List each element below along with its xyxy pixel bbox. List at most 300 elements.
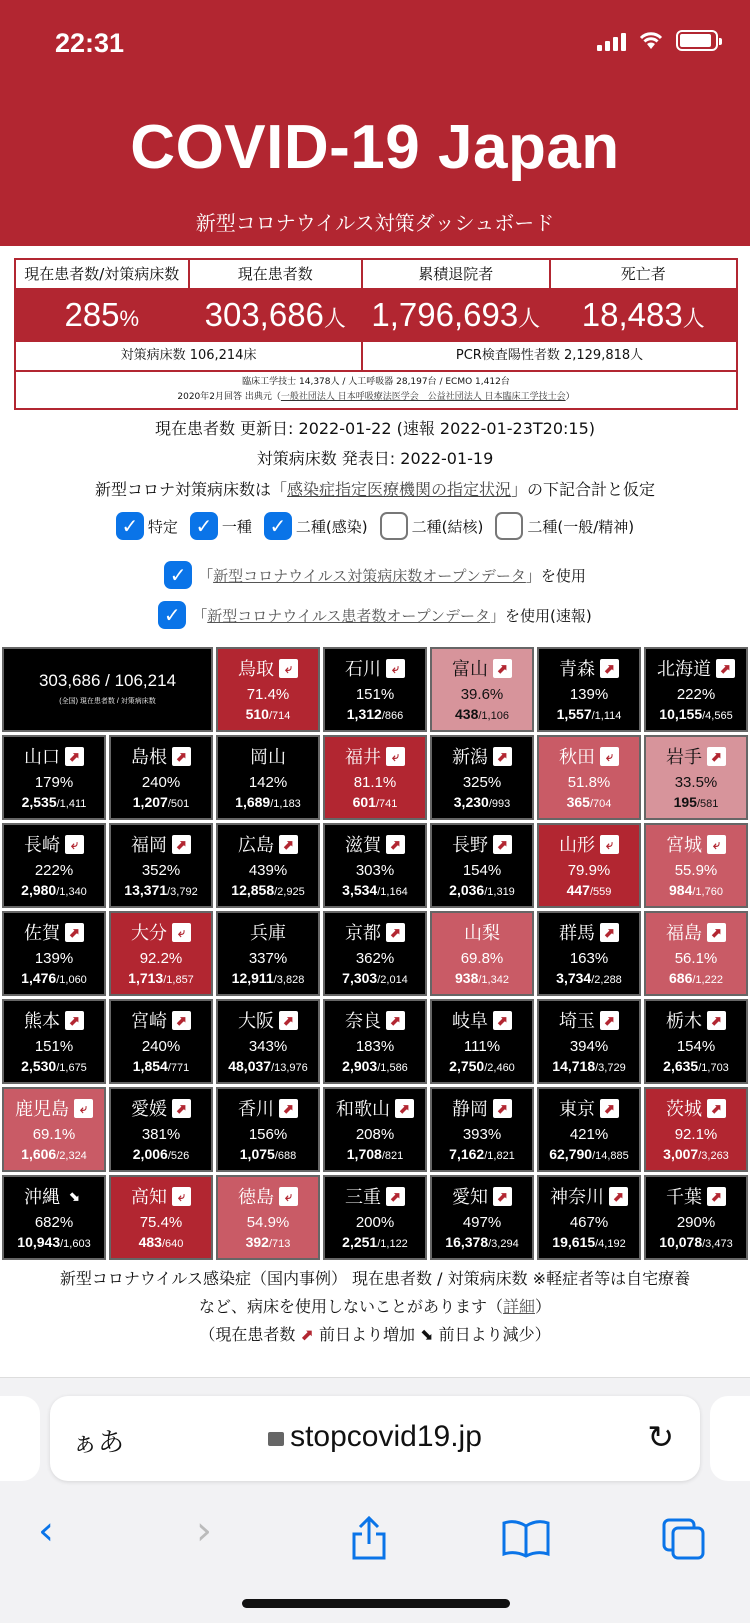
prefecture-tile[interactable] bbox=[2, 735, 106, 820]
prefecture-tile[interactable] bbox=[537, 823, 641, 908]
page-settings-button[interactable]: ぁあ bbox=[72, 1428, 125, 1458]
prefecture-tile[interactable] bbox=[109, 911, 213, 996]
bed-count: /1,857 bbox=[163, 974, 194, 986]
prefecture-tile[interactable] bbox=[644, 999, 748, 1084]
filter-label: 二種(感染) bbox=[295, 517, 368, 536]
trend-up-icon: ⬈ bbox=[707, 1099, 726, 1118]
patients-opendata-link[interactable]: 新型コロナウイルス患者数オープンデータ bbox=[207, 606, 491, 625]
prefecture-name-text: 東京 bbox=[559, 1099, 595, 1119]
occupancy-percent: 240% bbox=[141, 774, 181, 791]
bed-count: /526 bbox=[167, 1150, 190, 1162]
prefecture-tile[interactable] bbox=[2, 1175, 106, 1260]
prefecture-tile[interactable] bbox=[644, 735, 748, 820]
stat-label-deaths: 死亡者 bbox=[550, 259, 737, 289]
prefecture-name-text: 佐賀 bbox=[24, 923, 60, 943]
filter-checkbox[interactable]: ✓ bbox=[116, 512, 144, 540]
patients-over-beds bbox=[218, 882, 318, 898]
current-patients: 12,858 bbox=[231, 882, 275, 898]
current-patients: 12,911 bbox=[231, 970, 274, 986]
current-patients: 2,903 bbox=[342, 1058, 378, 1074]
prefecture-name bbox=[218, 1095, 318, 1121]
occupancy-percent: 33.5% bbox=[674, 774, 718, 791]
designation-status-link[interactable]: 感染症指定医療機関の指定状況 bbox=[286, 480, 511, 499]
prefecture-tile[interactable] bbox=[216, 911, 320, 996]
prefecture-name-text: 山梨 bbox=[464, 923, 500, 943]
patients-over-beds bbox=[646, 1234, 746, 1250]
patients-over-beds bbox=[325, 970, 425, 986]
trend-up-icon: ⬈ bbox=[65, 1011, 84, 1030]
patients-over-beds bbox=[111, 1146, 211, 1162]
bed-count: /1,222 bbox=[692, 974, 723, 986]
current-patients: 984 bbox=[669, 882, 693, 898]
current-patients: 3,734 bbox=[556, 970, 592, 986]
footer-legend: （現在患者数 ⬈ 前日より増加 ⬊ 前日より減少） bbox=[199, 1325, 551, 1344]
bed-count: /1,164 bbox=[377, 886, 408, 898]
prefecture-name-text: 北海道 bbox=[657, 659, 711, 679]
beds-opendata-link[interactable]: 新型コロナウイルス対策病床数オープンデータ bbox=[213, 566, 526, 585]
current-patients: 601 bbox=[352, 794, 376, 810]
current-patients: 10,078 bbox=[659, 1234, 703, 1250]
occupancy-percent: 183% bbox=[355, 1038, 395, 1055]
source-link[interactable]: 一般社団法人 日本呼吸療法医学会 公益社団法人 日本臨床工学技士会 bbox=[280, 392, 566, 402]
occupancy-percent: 343% bbox=[248, 1038, 288, 1055]
patients-over-beds bbox=[218, 706, 318, 722]
current-patients: 2,530 bbox=[21, 1058, 57, 1074]
current-patients: 365 bbox=[566, 794, 590, 810]
patients-over-beds bbox=[646, 706, 746, 722]
prefecture-tile[interactable] bbox=[644, 823, 748, 908]
prefecture-name-text: 福岡 bbox=[131, 835, 167, 855]
occupancy-percent: 394% bbox=[569, 1038, 609, 1055]
national-total-value: 303,686 / 106,214 bbox=[38, 671, 177, 690]
trend-down-icon: ⤶ bbox=[172, 1187, 191, 1206]
prefecture-tile[interactable] bbox=[323, 735, 427, 820]
prefecture-tile[interactable] bbox=[644, 1175, 748, 1260]
occupancy-percent: 92.1% bbox=[674, 1126, 718, 1143]
patients-over-beds bbox=[218, 794, 318, 810]
prefecture-tile[interactable] bbox=[323, 999, 427, 1084]
trend-up-icon: ⬈ bbox=[600, 1099, 619, 1118]
occupancy-percent: 139% bbox=[569, 686, 609, 703]
stat-value-deaths: 18,483人 bbox=[550, 289, 737, 341]
prefecture-tile[interactable] bbox=[323, 647, 427, 732]
bed-count: /3,473 bbox=[702, 1238, 733, 1250]
occupancy-percent: 682% bbox=[34, 1214, 74, 1231]
prefecture-name-text: 熊本 bbox=[24, 1011, 60, 1031]
battery-icon bbox=[676, 30, 718, 51]
trend-down-icon: ⤶ bbox=[600, 835, 619, 854]
occupancy-percent: 111% bbox=[463, 1038, 501, 1055]
prefecture-name-text: 山口 bbox=[24, 747, 60, 767]
prefecture-tile[interactable] bbox=[216, 735, 320, 820]
bed-count: /821 bbox=[381, 1150, 404, 1162]
stat-note-source: 2020年2月回答 出典元（一般社団法人 日本呼吸療法医学会 公益社団法人 日本臨床工学技士会） bbox=[177, 392, 575, 402]
current-patients: 62,790 bbox=[549, 1146, 593, 1162]
prefecture-name bbox=[646, 1095, 746, 1121]
prefecture-tile[interactable] bbox=[109, 1175, 213, 1260]
prefecture-name bbox=[4, 919, 104, 945]
patients-over-beds bbox=[4, 1058, 104, 1074]
prefecture-tile[interactable] bbox=[2, 911, 106, 996]
current-patients: 2,980 bbox=[21, 882, 57, 898]
occupancy-percent: 179% bbox=[34, 774, 74, 791]
prefecture-name bbox=[325, 743, 425, 769]
next-tab-edge[interactable] bbox=[710, 1396, 750, 1481]
occupancy-percent: 151% bbox=[34, 1038, 74, 1055]
prefecture-name bbox=[539, 919, 639, 945]
occupancy-percent: 154% bbox=[676, 1038, 716, 1055]
prefecture-name-text: 茨城 bbox=[666, 1099, 702, 1119]
current-patients: 392 bbox=[245, 1234, 269, 1250]
prefecture-tile[interactable] bbox=[109, 1087, 213, 1172]
patients-over-beds bbox=[432, 1234, 532, 1250]
prefecture-tile[interactable] bbox=[537, 999, 641, 1084]
patients-over-beds bbox=[218, 1058, 318, 1074]
patients-over-beds bbox=[539, 882, 639, 898]
bed-count: /2,014 bbox=[377, 974, 408, 986]
prefecture-tile[interactable] bbox=[537, 1087, 641, 1172]
checkbox-beds-opendata[interactable]: ✓ bbox=[164, 561, 192, 589]
current-patients: 1,476 bbox=[21, 970, 57, 986]
patients-over-beds bbox=[646, 1058, 746, 1074]
status-icons bbox=[597, 30, 718, 51]
prefecture-tile[interactable] bbox=[537, 1175, 641, 1260]
patients-over-beds bbox=[218, 1234, 318, 1250]
prefecture-name bbox=[646, 831, 746, 857]
prefecture-tile[interactable] bbox=[537, 735, 641, 820]
stat-note bbox=[15, 371, 737, 409]
wifi-icon bbox=[638, 31, 664, 51]
home-indicator bbox=[242, 1599, 510, 1608]
prefecture-tile[interactable] bbox=[537, 647, 641, 732]
prefecture-tile[interactable] bbox=[109, 823, 213, 908]
occupancy-percent: 142% bbox=[248, 774, 288, 791]
prefecture-name-text: 栃木 bbox=[666, 1011, 702, 1031]
trend-up-icon: ⬈ bbox=[493, 747, 512, 766]
occupancy-percent: 71.4% bbox=[246, 686, 290, 703]
national-total-tile[interactable] bbox=[2, 647, 213, 732]
prefecture-tile[interactable] bbox=[430, 1175, 534, 1260]
prefecture-tile[interactable] bbox=[430, 823, 534, 908]
prefecture-name bbox=[4, 743, 104, 769]
patients-over-beds bbox=[432, 794, 532, 810]
prefecture-name bbox=[325, 831, 425, 857]
occupancy-percent: 439% bbox=[248, 862, 288, 879]
current-patients: 1,207 bbox=[132, 794, 168, 810]
occupancy-percent: 362% bbox=[355, 950, 395, 967]
prefecture-tile[interactable] bbox=[430, 999, 534, 1084]
prefecture-name bbox=[432, 919, 532, 945]
prefecture-tile[interactable] bbox=[216, 647, 320, 732]
url-text: stopcovid19.jp bbox=[290, 1420, 482, 1453]
prefecture-name-text: 鹿児島 bbox=[15, 1099, 69, 1119]
filter-checkbox[interactable] bbox=[495, 512, 523, 540]
filter-1[interactable] bbox=[190, 512, 252, 540]
prefecture-name bbox=[218, 831, 318, 857]
patients-over-beds bbox=[218, 970, 318, 986]
prefecture-name-text: 群馬 bbox=[559, 923, 595, 943]
lock-icon bbox=[268, 1432, 284, 1446]
trend-up-icon: ⬈ bbox=[279, 1011, 298, 1030]
current-patients: 1,312 bbox=[346, 706, 382, 722]
prefecture-name-text: 岐阜 bbox=[452, 1011, 488, 1031]
trend-up-icon: ⬈ bbox=[279, 835, 298, 854]
bed-count: /501 bbox=[167, 798, 190, 810]
trend-up-icon: ⬈ bbox=[707, 1011, 726, 1030]
patients-over-beds bbox=[4, 1234, 104, 1250]
trend-up-icon: ⬈ bbox=[386, 1187, 405, 1206]
prefecture-name-text: 福井 bbox=[345, 747, 381, 767]
reload-icon[interactable]: ↻ bbox=[647, 1418, 674, 1456]
patients-over-beds bbox=[325, 882, 425, 898]
checkbox-patients-opendata[interactable]: ✓ bbox=[158, 601, 186, 629]
trend-down-icon: ⤶ bbox=[600, 747, 619, 766]
occupancy-percent: 92.2% bbox=[139, 950, 183, 967]
prefecture-name bbox=[111, 1095, 211, 1121]
footer-note-2: など、病床を使用しないことがあります（詳細） bbox=[198, 1297, 552, 1316]
current-patients: 2,750 bbox=[449, 1058, 485, 1074]
occupancy-percent: 139% bbox=[34, 950, 74, 967]
bed-count: /866 bbox=[381, 710, 404, 722]
prefecture-name bbox=[432, 1183, 532, 1209]
prefecture-tile[interactable] bbox=[644, 1087, 748, 1172]
occupancy-percent: 69.1% bbox=[32, 1126, 76, 1143]
prefecture-tile[interactable] bbox=[323, 823, 427, 908]
bed-type-filters bbox=[0, 512, 750, 540]
bed-count: /3,792 bbox=[167, 886, 198, 898]
bed-count: /4,192 bbox=[595, 1238, 626, 1250]
prefecture-tile[interactable] bbox=[2, 823, 106, 908]
prefecture-grid bbox=[0, 647, 750, 1260]
current-patients: 16,378 bbox=[445, 1234, 489, 1250]
trend-down-icon: ⤶ bbox=[386, 747, 405, 766]
prefecture-name-text: 京都 bbox=[345, 923, 381, 943]
use-beds-opendata[interactable]: ✓ 「新型コロナウイルス対策病床数オープンデータ」を使用 bbox=[0, 561, 750, 589]
patients-over-beds bbox=[432, 1146, 532, 1162]
bed-count: /1,060 bbox=[56, 974, 87, 986]
trend-up-icon: ⬈ bbox=[172, 747, 191, 766]
patients-over-beds bbox=[646, 794, 746, 810]
bed-count: /688 bbox=[274, 1150, 297, 1162]
prefecture-name bbox=[111, 919, 211, 945]
prefecture-name bbox=[539, 1007, 639, 1033]
back-icon[interactable]: ‹ bbox=[38, 1508, 54, 1554]
bed-count: /2,324 bbox=[56, 1150, 87, 1162]
trend-up-icon: ⬈ bbox=[493, 1187, 512, 1206]
stats-table bbox=[14, 258, 738, 410]
current-patients: 7,303 bbox=[342, 970, 378, 986]
prefecture-name-text: 長野 bbox=[452, 835, 488, 855]
current-patients: 1,075 bbox=[239, 1146, 275, 1162]
prefecture-name bbox=[4, 1183, 104, 1209]
trend-up-icon: ⬈ bbox=[279, 1099, 298, 1118]
prefecture-name bbox=[539, 655, 639, 681]
bed-count: /1,760 bbox=[692, 886, 723, 898]
current-patients: 3,534 bbox=[342, 882, 378, 898]
trend-down-filled-icon: ⬊ bbox=[69, 1188, 80, 1204]
forward-icon[interactable]: › bbox=[196, 1508, 212, 1554]
prefecture-tile[interactable] bbox=[216, 823, 320, 908]
patients-over-beds bbox=[539, 970, 639, 986]
prefecture-tile[interactable] bbox=[430, 911, 534, 996]
bed-count: /1,411 bbox=[56, 798, 87, 810]
occupancy-percent: 381% bbox=[141, 1126, 181, 1143]
current-patients: 438 bbox=[455, 706, 479, 722]
current-patients: 19,615 bbox=[552, 1234, 596, 1250]
prefecture-name bbox=[646, 919, 746, 945]
bed-count: /741 bbox=[375, 798, 398, 810]
prefecture-name-text: 秋田 bbox=[559, 747, 595, 767]
current-patients: 510 bbox=[245, 706, 269, 722]
patients-over-beds bbox=[111, 970, 211, 986]
patients-over-beds bbox=[646, 1146, 746, 1162]
prefecture-name-text: 千葉 bbox=[666, 1187, 702, 1207]
trend-up-icon: ⬈ bbox=[172, 835, 191, 854]
prefecture-name bbox=[539, 1183, 639, 1209]
prefecture-tile[interactable] bbox=[323, 1175, 427, 1260]
prefecture-name bbox=[432, 743, 532, 769]
filter-checkbox[interactable]: ✓ bbox=[264, 512, 292, 540]
prefecture-tile[interactable] bbox=[109, 735, 213, 820]
filter-label: 二種(結核) bbox=[411, 517, 484, 536]
patients-over-beds bbox=[4, 794, 104, 810]
prefecture-tile[interactable] bbox=[323, 1087, 427, 1172]
prefecture-name bbox=[111, 831, 211, 857]
prefecture-name bbox=[432, 1095, 532, 1121]
prefecture-tile[interactable] bbox=[537, 911, 641, 996]
browser-chrome bbox=[0, 1377, 750, 1623]
occupancy-percent: 222% bbox=[34, 862, 74, 879]
prefecture-name-text: 島根 bbox=[131, 747, 167, 767]
filter-0[interactable] bbox=[116, 512, 178, 540]
patients-over-beds bbox=[218, 1146, 318, 1162]
current-patients: 7,162 bbox=[449, 1146, 485, 1162]
trend-up-icon: ⬈ bbox=[386, 1011, 405, 1030]
url-display[interactable] bbox=[50, 1420, 700, 1454]
trend-up-icon: ⬈ bbox=[600, 659, 619, 678]
trend-down-icon: ⤶ bbox=[386, 659, 405, 678]
bed-count: /1,703 bbox=[698, 1062, 729, 1074]
patients-over-beds bbox=[432, 882, 532, 898]
current-patients: 10,943 bbox=[17, 1234, 61, 1250]
trend-down-icon: ⤶ bbox=[74, 1099, 93, 1118]
prefecture-name bbox=[4, 1007, 104, 1033]
bed-count: /4,565 bbox=[702, 710, 733, 722]
bed-count: /559 bbox=[589, 886, 612, 898]
app-subtitle: 新型コロナウイルス対策ダッシュボード bbox=[195, 211, 555, 235]
prefecture-tile[interactable] bbox=[109, 999, 213, 1084]
occupancy-percent: 81.1% bbox=[353, 774, 397, 791]
prefecture-name-text: 岩手 bbox=[666, 747, 702, 767]
prefecture-tile[interactable] bbox=[430, 1087, 534, 1172]
prefecture-tile[interactable] bbox=[644, 911, 748, 996]
bed-count: /704 bbox=[589, 798, 612, 810]
bed-count: /14,885 bbox=[592, 1150, 629, 1162]
bed-count: /1,319 bbox=[484, 886, 515, 898]
trend-down-icon: ⤶ bbox=[279, 659, 298, 678]
trend-up-icon: ⬈ bbox=[386, 923, 405, 942]
tabs-icon[interactable] bbox=[662, 1518, 706, 1560]
patients-over-beds bbox=[539, 794, 639, 810]
current-patients: 1,854 bbox=[132, 1058, 168, 1074]
prefecture-tile[interactable] bbox=[2, 999, 106, 1084]
current-patients: 48,037 bbox=[228, 1058, 272, 1074]
bookmarks-icon[interactable] bbox=[502, 1520, 550, 1558]
national-total-caption: (全国) 現在患者数 / 対策病床数 bbox=[59, 698, 156, 705]
prefecture-name-text: 和歌山 bbox=[336, 1099, 390, 1119]
prefecture-name bbox=[218, 1183, 318, 1209]
patients-over-beds bbox=[111, 882, 211, 898]
prefecture-name-text: 富山 bbox=[452, 659, 488, 679]
trend-up-icon: ⬈ bbox=[707, 747, 726, 766]
occupancy-percent: 75.4% bbox=[139, 1214, 183, 1231]
bed-count: /1,342 bbox=[478, 974, 509, 986]
filter-3[interactable] bbox=[380, 512, 484, 540]
prefecture-name bbox=[325, 1183, 425, 1209]
patients-over-beds bbox=[646, 970, 746, 986]
trend-up-icon: ⬈ bbox=[707, 923, 726, 942]
occupancy-percent: 497% bbox=[462, 1214, 502, 1231]
trend-up-icon: ⬈ bbox=[172, 1099, 191, 1118]
filter-checkbox[interactable]: ✓ bbox=[190, 512, 218, 540]
occupancy-percent: 151% bbox=[355, 686, 395, 703]
patients-over-beds bbox=[539, 1058, 639, 1074]
patients-over-beds bbox=[4, 882, 104, 898]
prefecture-name-text: 大分 bbox=[131, 923, 167, 943]
prefecture-name-text: 石川 bbox=[345, 659, 381, 679]
prefecture-name-text: 広島 bbox=[238, 835, 274, 855]
prefecture-tile[interactable] bbox=[323, 911, 427, 996]
prefecture-name bbox=[111, 1007, 211, 1033]
trend-down-icon: ⤶ bbox=[65, 835, 84, 854]
use-patients-opendata[interactable]: ✓ 「新型コロナウイルス患者数オープンデータ」を使用(速報) bbox=[0, 601, 750, 629]
trend-up-icon: ⬈ bbox=[493, 1099, 512, 1118]
stat-pcr: PCR検査陽性者数 2,129,818人 bbox=[362, 341, 737, 371]
occupancy-percent: 39.6% bbox=[460, 686, 504, 703]
filter-2[interactable] bbox=[264, 512, 368, 540]
details-link[interactable]: 詳細 bbox=[502, 1297, 535, 1316]
update-date: 現在患者数 更新日: 2022-01-22 (速報 2022-01-23T20:15) bbox=[154, 419, 596, 438]
status-time: 22:31 bbox=[55, 28, 125, 58]
bed-count: /2,288 bbox=[591, 974, 622, 986]
prefecture-tile[interactable] bbox=[216, 1087, 320, 1172]
share-icon[interactable] bbox=[350, 1516, 388, 1560]
prefecture-name-text: 愛知 bbox=[452, 1187, 488, 1207]
address-bar[interactable] bbox=[50, 1396, 700, 1481]
prefecture-tile[interactable] bbox=[644, 647, 748, 732]
occupancy-percent: 154% bbox=[462, 862, 502, 879]
prefecture-name-text: 沖縄 bbox=[24, 1187, 60, 1207]
prefecture-name-text: 青森 bbox=[559, 659, 595, 679]
prefecture-name bbox=[646, 1007, 746, 1033]
previous-tab-edge[interactable] bbox=[0, 1396, 40, 1481]
filter-4[interactable] bbox=[495, 512, 634, 540]
current-patients: 3,230 bbox=[453, 794, 489, 810]
bed-count: /714 bbox=[268, 710, 291, 722]
filter-checkbox[interactable] bbox=[380, 512, 408, 540]
prefecture-tile[interactable] bbox=[430, 735, 534, 820]
stat-label-ratio: 現在患者数/対策病床数 bbox=[15, 259, 189, 289]
current-patients: 2,251 bbox=[342, 1234, 378, 1250]
prefecture-tile[interactable] bbox=[2, 1087, 106, 1172]
prefecture-name bbox=[432, 655, 532, 681]
bed-count: /1,586 bbox=[377, 1062, 408, 1074]
prefecture-name-text: 香川 bbox=[238, 1099, 274, 1119]
prefecture-tile[interactable] bbox=[430, 647, 534, 732]
prefecture-tile[interactable] bbox=[216, 1175, 320, 1260]
prefecture-tile[interactable] bbox=[216, 999, 320, 1084]
current-patients: 195 bbox=[673, 794, 697, 810]
